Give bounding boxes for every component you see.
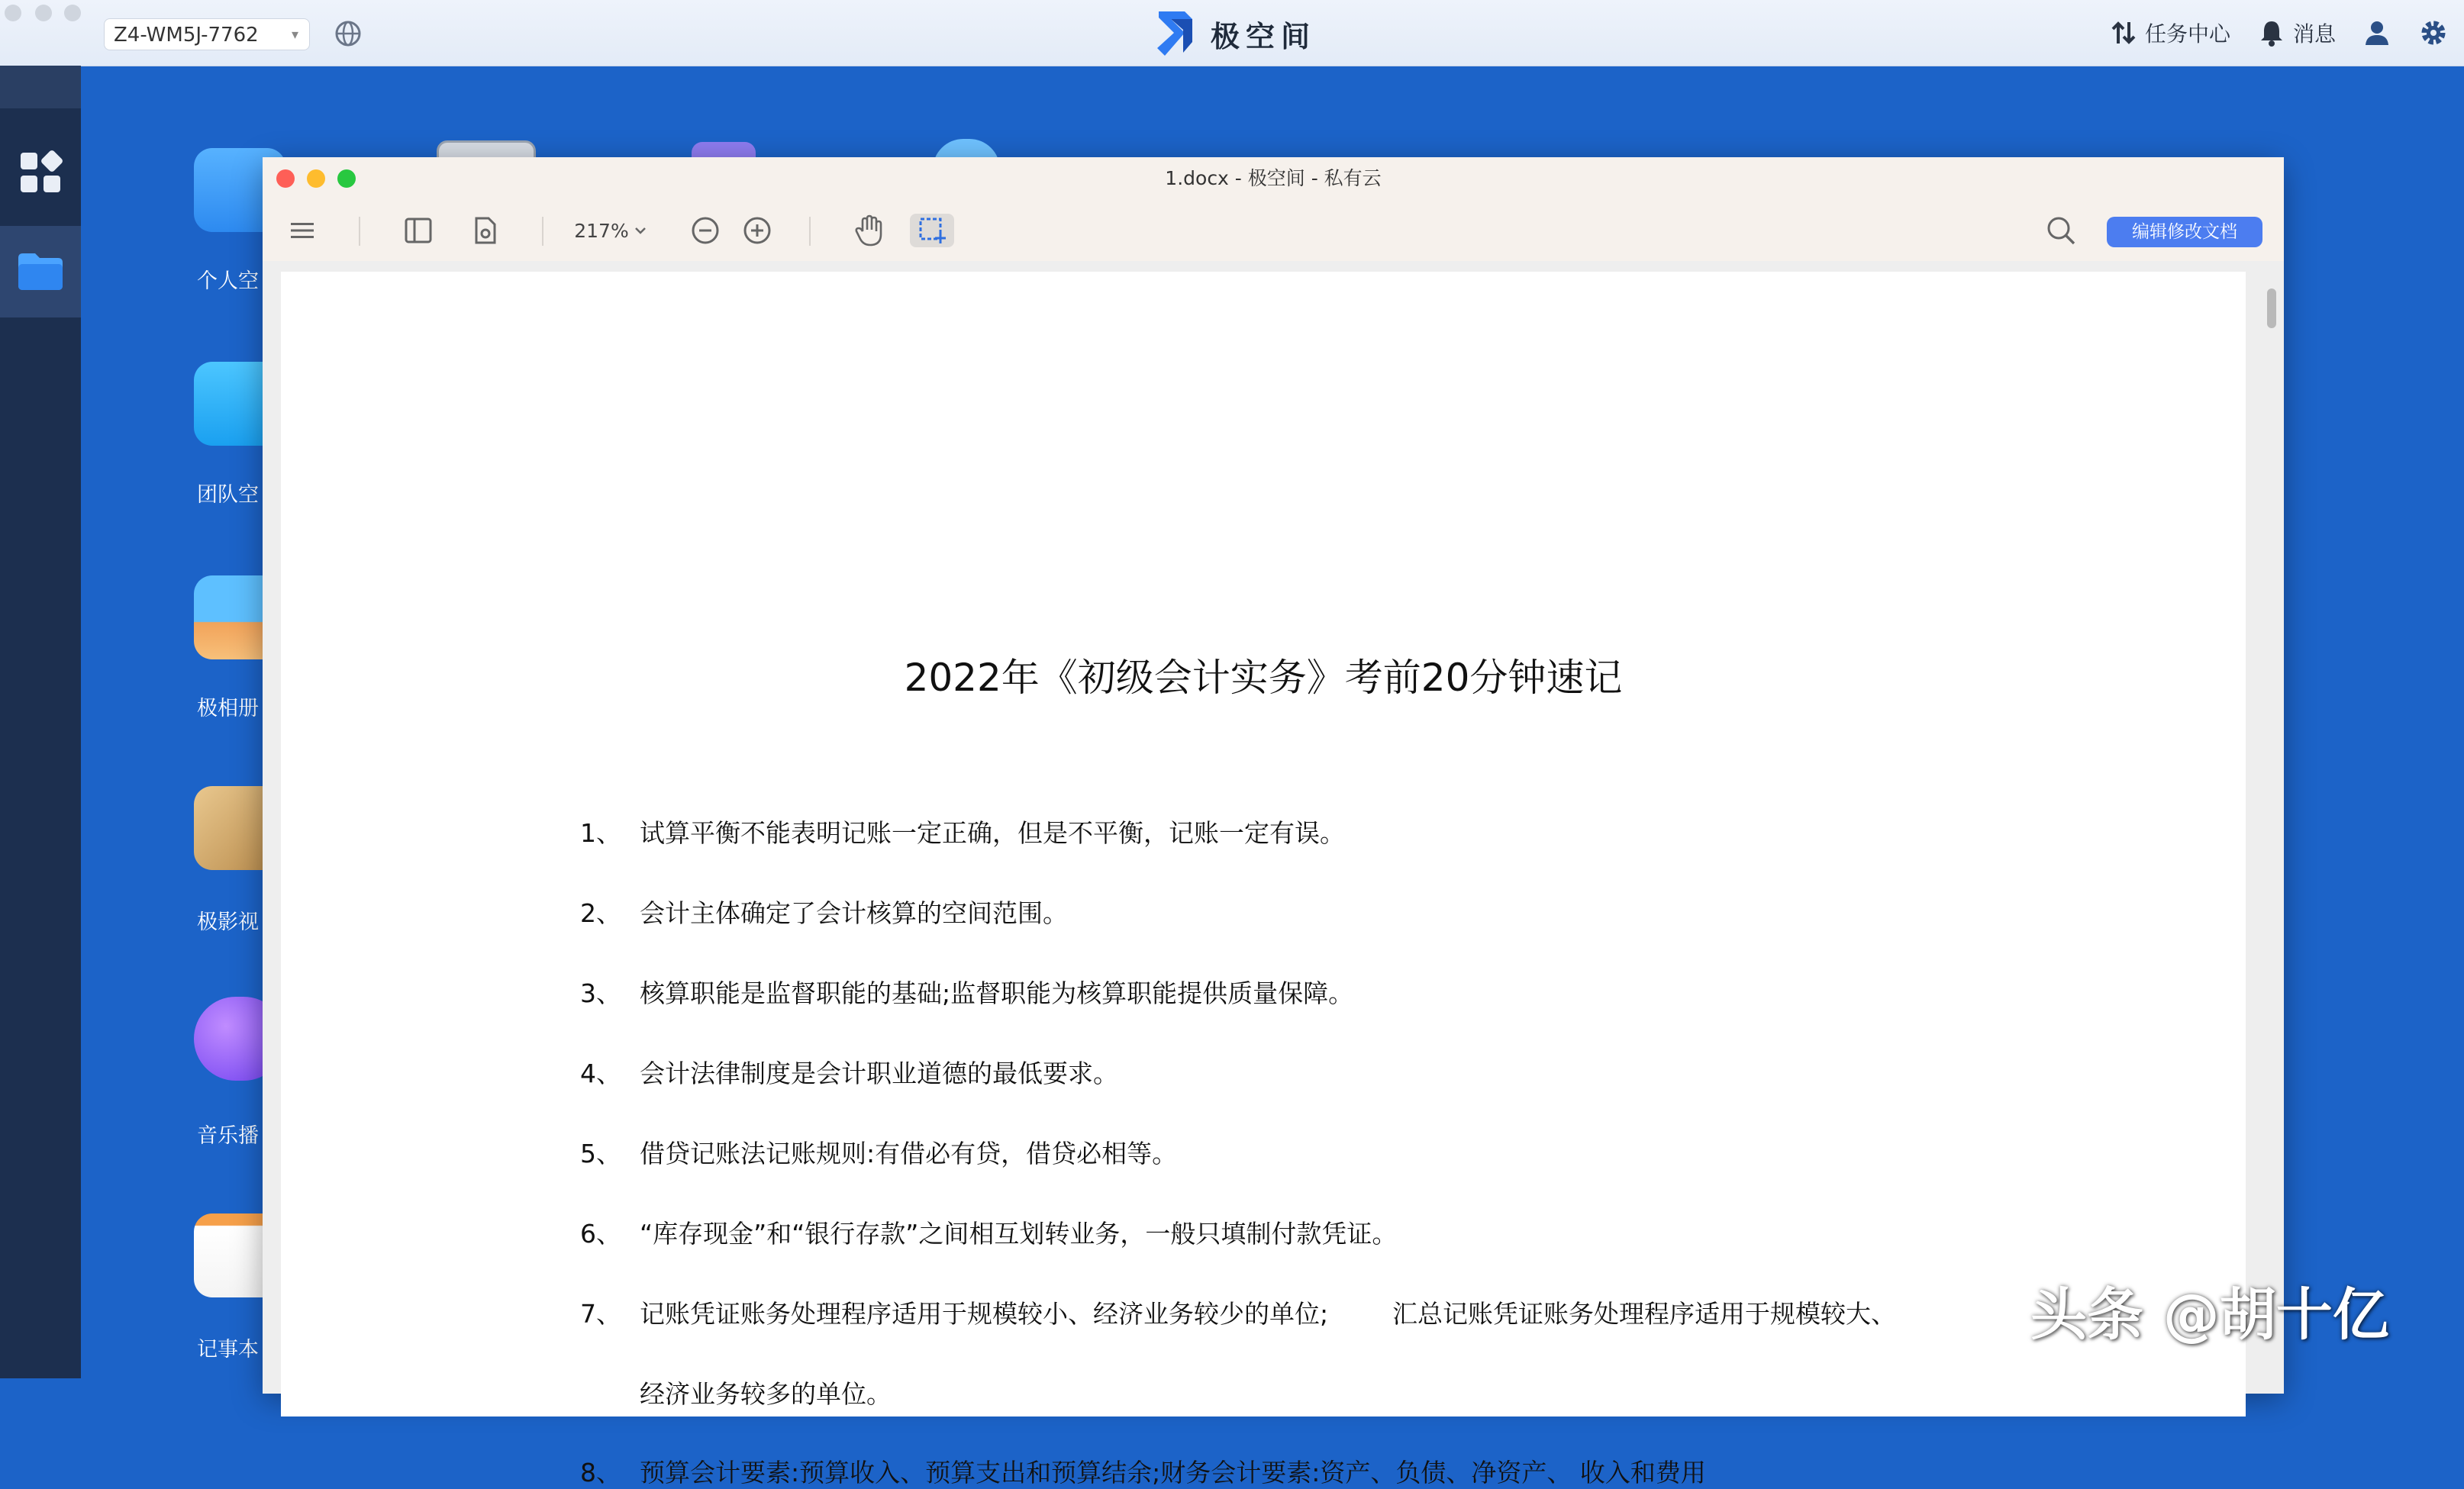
list-item-number: 1、 bbox=[580, 818, 621, 848]
sidebar-toggle-button[interactable] bbox=[402, 214, 435, 247]
list-item-text: 经济业务较多的单位。 bbox=[640, 1379, 892, 1409]
zoom-in-icon bbox=[743, 216, 772, 245]
hand-icon bbox=[853, 214, 884, 247]
window-close-dim-dot[interactable] bbox=[5, 5, 21, 21]
pan-tool-button[interactable] bbox=[852, 214, 885, 247]
marquee-select-icon bbox=[918, 216, 947, 245]
folder-icon bbox=[17, 252, 64, 292]
toolbar-divider bbox=[809, 217, 811, 246]
list-item-text: 会计法律制度是会计职业道德的最低要求。 bbox=[640, 1059, 1118, 1088]
zoom-out-button[interactable] bbox=[689, 214, 722, 247]
list-item-text: “库存现金”和“银行存款”之间相互划转业务，一般只填制付款凭证。 bbox=[640, 1219, 1398, 1249]
toolbar-divider bbox=[542, 217, 543, 246]
document-title: 2022年《初级会计实务》考前20分钟速记 bbox=[904, 656, 1623, 700]
list-item-number: 5、 bbox=[580, 1139, 621, 1168]
task-center-label: 任务中心 bbox=[2144, 21, 2230, 47]
list-item-text: 会计主体确定了会计核算的空间范围。 bbox=[640, 898, 1068, 928]
vertical-scrollbar-thumb[interactable] bbox=[2267, 288, 2276, 328]
globe-icon[interactable] bbox=[333, 18, 363, 49]
window-title: 1.docx - 极空间 - 私有云 bbox=[1165, 167, 1382, 189]
desktop-label: 极影视 bbox=[197, 910, 259, 934]
user-avatar-icon[interactable] bbox=[2362, 18, 2392, 48]
select-tool-button[interactable] bbox=[910, 214, 954, 247]
brand-logo bbox=[1153, 6, 1316, 61]
list-item-text: 记账凭证账务处理程序适用于规模较小、经济业务较少的单位; 汇总记账凭证账务处理程序适用于规模较大、 bbox=[640, 1299, 1897, 1329]
page-settings-button[interactable] bbox=[469, 214, 502, 247]
list-item-number: 3、 bbox=[580, 978, 621, 1008]
gear-icon[interactable] bbox=[2418, 18, 2449, 48]
document-settings-icon bbox=[473, 217, 498, 244]
brand-name: 极空间 bbox=[1211, 19, 1317, 53]
search-button[interactable] bbox=[2044, 214, 2078, 247]
list-item-number: 2、 bbox=[580, 898, 621, 928]
document-page bbox=[281, 272, 2246, 1487]
window-titlebar[interactable] bbox=[263, 157, 2284, 201]
chevron-down-icon bbox=[634, 226, 647, 235]
toolbar-divider bbox=[359, 217, 360, 246]
chevron-down-icon: ▾ bbox=[291, 27, 298, 43]
window-minimize-dim-dot[interactable] bbox=[35, 5, 52, 21]
dock-apps-button[interactable] bbox=[0, 127, 81, 218]
system-top-bar bbox=[0, 0, 2464, 66]
list-item-text: 预算会计要素:预算收入、预算支出和预算结余;财务会计要素:资产、负债、净资产、 收入和费用 bbox=[640, 1458, 1706, 1487]
desktop-label: 音乐播 bbox=[197, 1124, 259, 1148]
bell-icon bbox=[2256, 18, 2287, 48]
desktop-label: 极相册 bbox=[197, 697, 259, 720]
sidebar-panel-icon bbox=[405, 218, 432, 243]
list-item-text: 借贷记账法记账规则:有借必有贷，借贷必相等。 bbox=[640, 1139, 1178, 1168]
dock-header bbox=[0, 66, 81, 108]
messages-button[interactable] bbox=[2256, 18, 2336, 48]
viewer-toolbar bbox=[263, 200, 2284, 262]
device-selector[interactable] bbox=[104, 18, 310, 50]
transfer-arrows-icon bbox=[2108, 18, 2139, 48]
menu-button[interactable] bbox=[285, 214, 319, 247]
list-item-text: 核算职能是监督职能的基础;监督职能为核算职能提供质量保障。 bbox=[640, 978, 1354, 1008]
list-item-text: 试算平衡不能表明记账一定正确，但是不平衡，记账一定有误。 bbox=[640, 818, 1345, 848]
edit-document-button[interactable]: 编辑修改文档 bbox=[2107, 217, 2262, 247]
document-viewer-window bbox=[263, 157, 2284, 1487]
grid-apps-icon bbox=[18, 150, 63, 195]
zoom-in-button[interactable] bbox=[740, 214, 774, 247]
list-item-number: 4、 bbox=[580, 1059, 621, 1088]
desktop-label: 个人空 bbox=[197, 269, 259, 293]
left-dock bbox=[0, 66, 81, 1378]
list-item-number: 6、 bbox=[580, 1219, 621, 1249]
zoom-level: 217% bbox=[574, 219, 629, 242]
dock-files-button[interactable] bbox=[0, 226, 81, 317]
desktop-label: 记事本 bbox=[197, 1338, 259, 1362]
top-right-actions bbox=[2108, 14, 2449, 52]
window-zoom-dim-dot[interactable] bbox=[64, 5, 81, 21]
zoom-level-dropdown[interactable] bbox=[569, 214, 652, 247]
search-icon bbox=[2046, 215, 2076, 246]
hamburger-menu-icon bbox=[289, 221, 315, 240]
document-canvas[interactable] bbox=[263, 261, 2284, 1487]
zoom-out-icon bbox=[691, 216, 720, 245]
desktop-label: 团队空 bbox=[197, 483, 259, 507]
task-center-button[interactable] bbox=[2108, 18, 2230, 48]
device-name: Z4-WM5J-7762 bbox=[114, 24, 259, 47]
list-item-number: 7、 bbox=[580, 1299, 621, 1329]
watermark-text: 头条 @胡十亿 bbox=[2030, 1282, 2389, 1348]
list-item-number: 8、 bbox=[580, 1458, 621, 1487]
messages-label: 消息 bbox=[2292, 21, 2336, 47]
brand-mark-icon bbox=[1153, 8, 1197, 59]
